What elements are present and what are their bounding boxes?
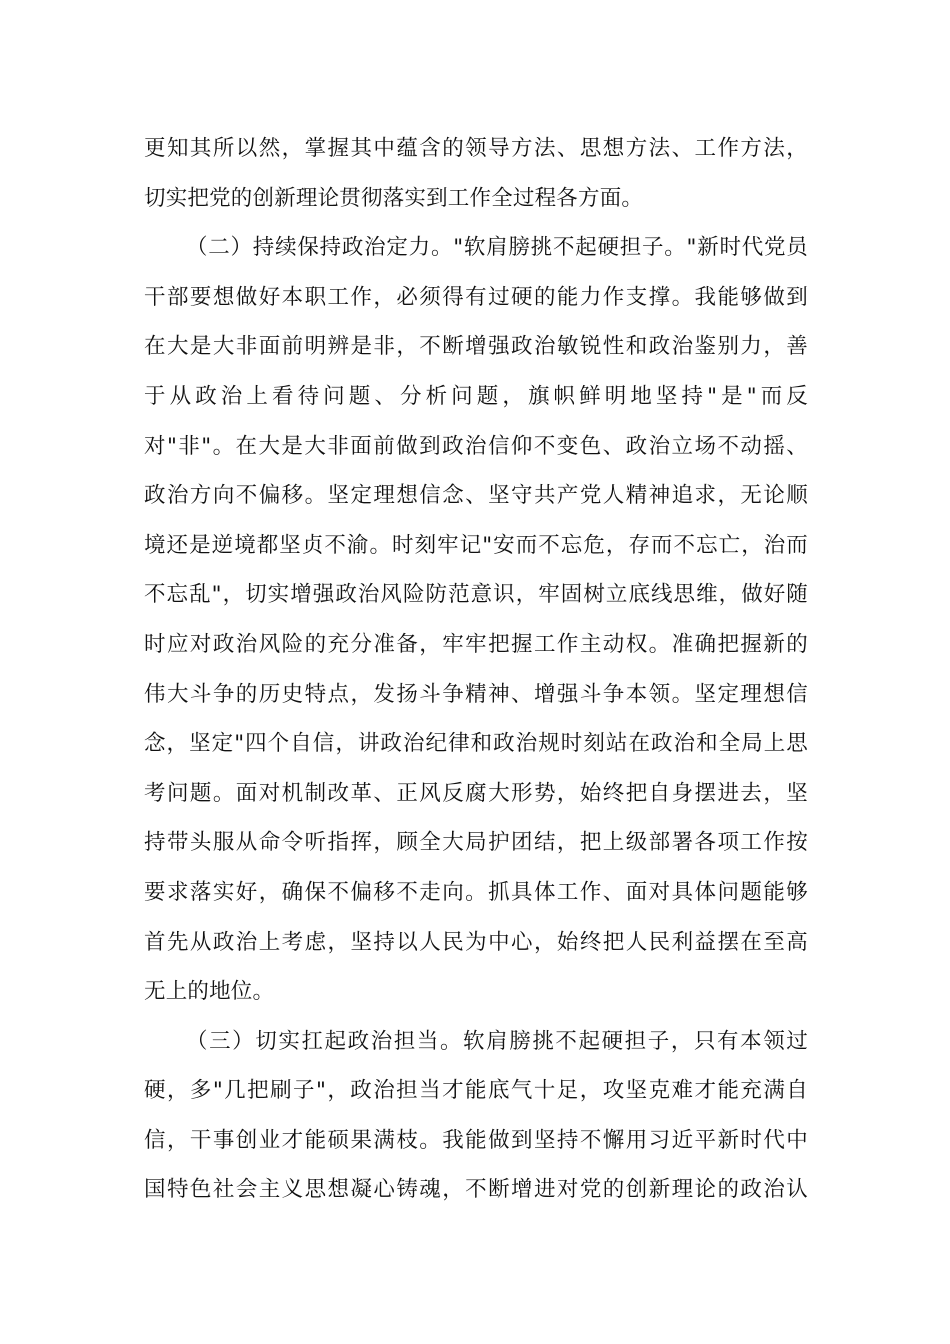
text-line: 持带头服从命令听指挥，顾全大局护团结，把上级部署各项工作按 [144, 830, 808, 856]
text-line: （二）持续保持政治定力。"软肩膀挑不起硬担子。"新时代党员 [186, 235, 808, 261]
text-line: 首先从政治上考虑，坚持以人民为中心，始终把人民利益摆在至高 [144, 929, 808, 955]
text-line: 考问题。面对机制改革、正风反腐大形势，始终把自身摆进去，坚 [144, 780, 808, 806]
text-line: 不忘乱"，切实增强政治风险防范意识，牢固树立底线思维，做好随 [144, 582, 808, 608]
text-line: 无上的地位。 [144, 979, 275, 1005]
text-line: （三）切实扛起政治担当。软肩膀挑不起硬担子，只有本领过 [186, 1028, 808, 1054]
text-line: 境还是逆境都坚贞不渝。时刻牢记"安而不忘危，存而不忘亡，治而 [144, 532, 808, 558]
text-line: 硬，多"几把刷子"，政治担当才能底气十足，攻坚克难才能充满自 [144, 1078, 808, 1104]
text-line: 在大是大非面前明辨是非，不断增强政治敏锐性和政治鉴别力，善 [144, 334, 808, 360]
text-line: 切实把党的创新理论贯彻落实到工作全过程各方面。 [144, 185, 644, 211]
text-line: 政治方向不偏移。坚定理想信念、坚守共产党人精神追求，无论顺 [144, 483, 808, 509]
text-line: 伟大斗争的历史特点，发扬斗争精神、增强斗争本领。坚定理想信 [144, 681, 808, 707]
text-line: 更知其所以然，掌握其中蕴含的领导方法、思想方法、工作方法， [144, 136, 808, 161]
text-line: 时应对政治风险的充分准备，牢牢把握工作主动权。准确把握新的 [144, 631, 808, 657]
text-line: 对"非"。在大是大非面前做到政治信仰不变色、政治立场不动摇、 [144, 433, 808, 459]
text-line: 干部要想做好本职工作，必须得有过硬的能力作支撑。我能够做到 [144, 284, 808, 310]
text-line: 要求落实好，确保不偏移不走向。抓具体工作、面对具体问题能够 [144, 879, 808, 905]
body-text [144, 128, 808, 1219]
text-line: 国特色社会主义思想凝心铸魂，不断增进对党的创新理论的政治认 [144, 1177, 808, 1203]
text-line: 信，干事创业才能硕果满枝。我能做到坚持不懈用习近平新时代中 [144, 1127, 808, 1153]
text-line: 于从政治上看待问题、分析问题，旗帜鲜明地坚持"是"而反 [144, 383, 808, 409]
text-line: 念，坚定"四个自信，讲政治纪律和政治规时刻站在政治和全局上思 [144, 731, 808, 757]
